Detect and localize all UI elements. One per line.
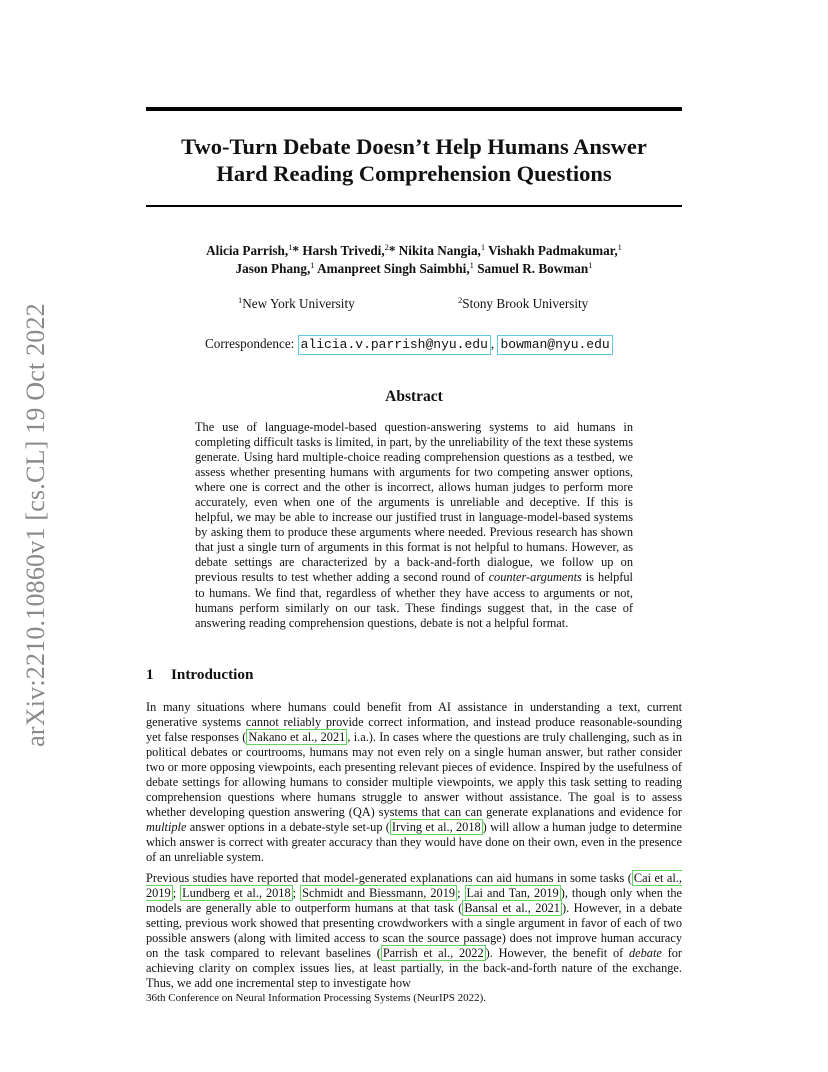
intro-paragraph-1: In many situations where humans could benefit from AI assistance in understanding a text, current generative systems cannot reliably provide correct information, and instead produce reasonable-sounding yet false responses ( Nakano et al., 2021 , i.a.). In cases where the questions are truly challenging, such as in political debates or courtrooms, humans may not even rely on a single human answer, but rather consider two or more opposing viewpoints, each presenting relevant pieces of evidence. Inspired by the usefulness of debate settings for allowing humans to consider multiple viewpoints, we apply this task setting to reading comprehension questions where humans struggle to answer without assistance. The goal is to assess whether developing question answering (QA) systems that can can generate explanations and evidence for multiple answer options in a debate-style set-up ( Irving et al., 2018 ) will allow a human judge to determine which answer is correct with greater accuracy than they would have done on their own, even in the presence of an unreliable system. [146,700,682,865]
email-link-parrish[interactable]: alicia.v.parrish@nyu.edu [298,335,491,355]
citation-link[interactable]: Schmidt and Biessmann, 2019 [302,886,456,901]
section-heading-introduction: 1 Introduction [146,666,254,683]
author-list: Alicia Parrish,$^1$* Harsh Trivedi,$^2$* Nikita Nangia,$^1$ Vishakh Padmakumar,$^1$ Jason Phang,$^1$ Amanpreet Singh Saimbhi,$^1$ Samuel R. Bowman$^1$ [206,242,622,276]
title-top-rule [146,107,682,111]
email-link-bowman[interactable]: bowman@nyu.edu [497,335,612,355]
citation-link[interactable]: Parrish et al., 2022 [382,946,484,961]
conference-footnote: 36th Conference on Neural Information Processing Systems (NeurIPS 2022). [146,992,487,1004]
citation-link[interactable]: Bansal et al., 2021 [464,901,560,916]
title-bottom-rule [146,205,682,207]
intro-paragraph-2: Previous studies have reported that model-generated explanations can aid humans in some tasks ( Cai et al., 2019 ; Lundberg et al., 2018 ; Schmidt and Biessmann, 2019 ; Lai and Tan, 2019 ), though only when the models are generally able to outperform humans at that task ( Bansal et al., 2021 ). However, in a debate setting, previous work showed that presenting crowdworkers with a single argument in favor of each of two possible answers (along with limited access to scan the source passage) does not improve human accuracy on the task compared to relevant baselines ( Parrish et al., 2022 ). However, the benefit of debate for achieving clarity on complex issues lies, at least partially, in the back-and-forth nature of the exchange. Thus, we add one incremental step to investigate how [146,871,683,991]
citation-link[interactable]: Lai and Tan, 2019 [466,886,559,901]
paper-title [146,133,682,187]
correspondence-label: Correspondence: [205,336,295,351]
affiliation-stony-brook: $^2$Stony Brook University [458,295,589,311]
citation-link[interactable]: Irving et al., 2018 [391,820,481,835]
abstract-heading: Abstract [385,388,443,405]
affiliation-nyu: $^1$New York University [238,295,355,311]
correspondence-line: Correspondence: alicia.v.parrish@nyu.edu , bowman@nyu.edu [205,335,613,355]
citation-link[interactable]: Lundberg et al., 2018 [182,886,291,901]
title-line-1: Two-Turn Debate Doesn’t Help Humans Answer [181,134,647,159]
abstract-text: The use of language-model-based question-answering systems to aid humans in completing difficult tasks is limited, in part, by the unreliability of the text these systems generate. Using hard multiple-choice reading comprehension questions as a testbed, we assess whether presenting humans with arguments for two competing answer options, where one is correct and the other is incorrect, allows human judges to perform more accurately, even when one of the arguments is unreliable and deceptive. If this is helpful, we may be able to increase our justified trust in language-model-based systems by asking them to produce these arguments where needed. Previous research has shown that just a single turn of arguments in this format is not helpful to humans. However, as debate settings are characterized by a back-and-forth dialogue, we follow up on previous results to test whether adding a second round of counter-arguments is helpful to humans. We find that, regardless of whether they have access to arguments or not, humans perform similarly on our task. These findings suggest that, in the case of answering reading comprehension questions, debate is not a helpful format. [195,420,633,630]
title-line-2: Hard Reading Comprehension Questions [216,161,612,186]
citation-link[interactable]: Cai et al., 2019 [146,871,682,901]
arxiv-stamp: arXiv:2210.10860v1 [cs.CL] 19 Oct 2022 [21,303,50,747]
citation-link[interactable]: Nakano et al., 2021 [248,730,346,745]
